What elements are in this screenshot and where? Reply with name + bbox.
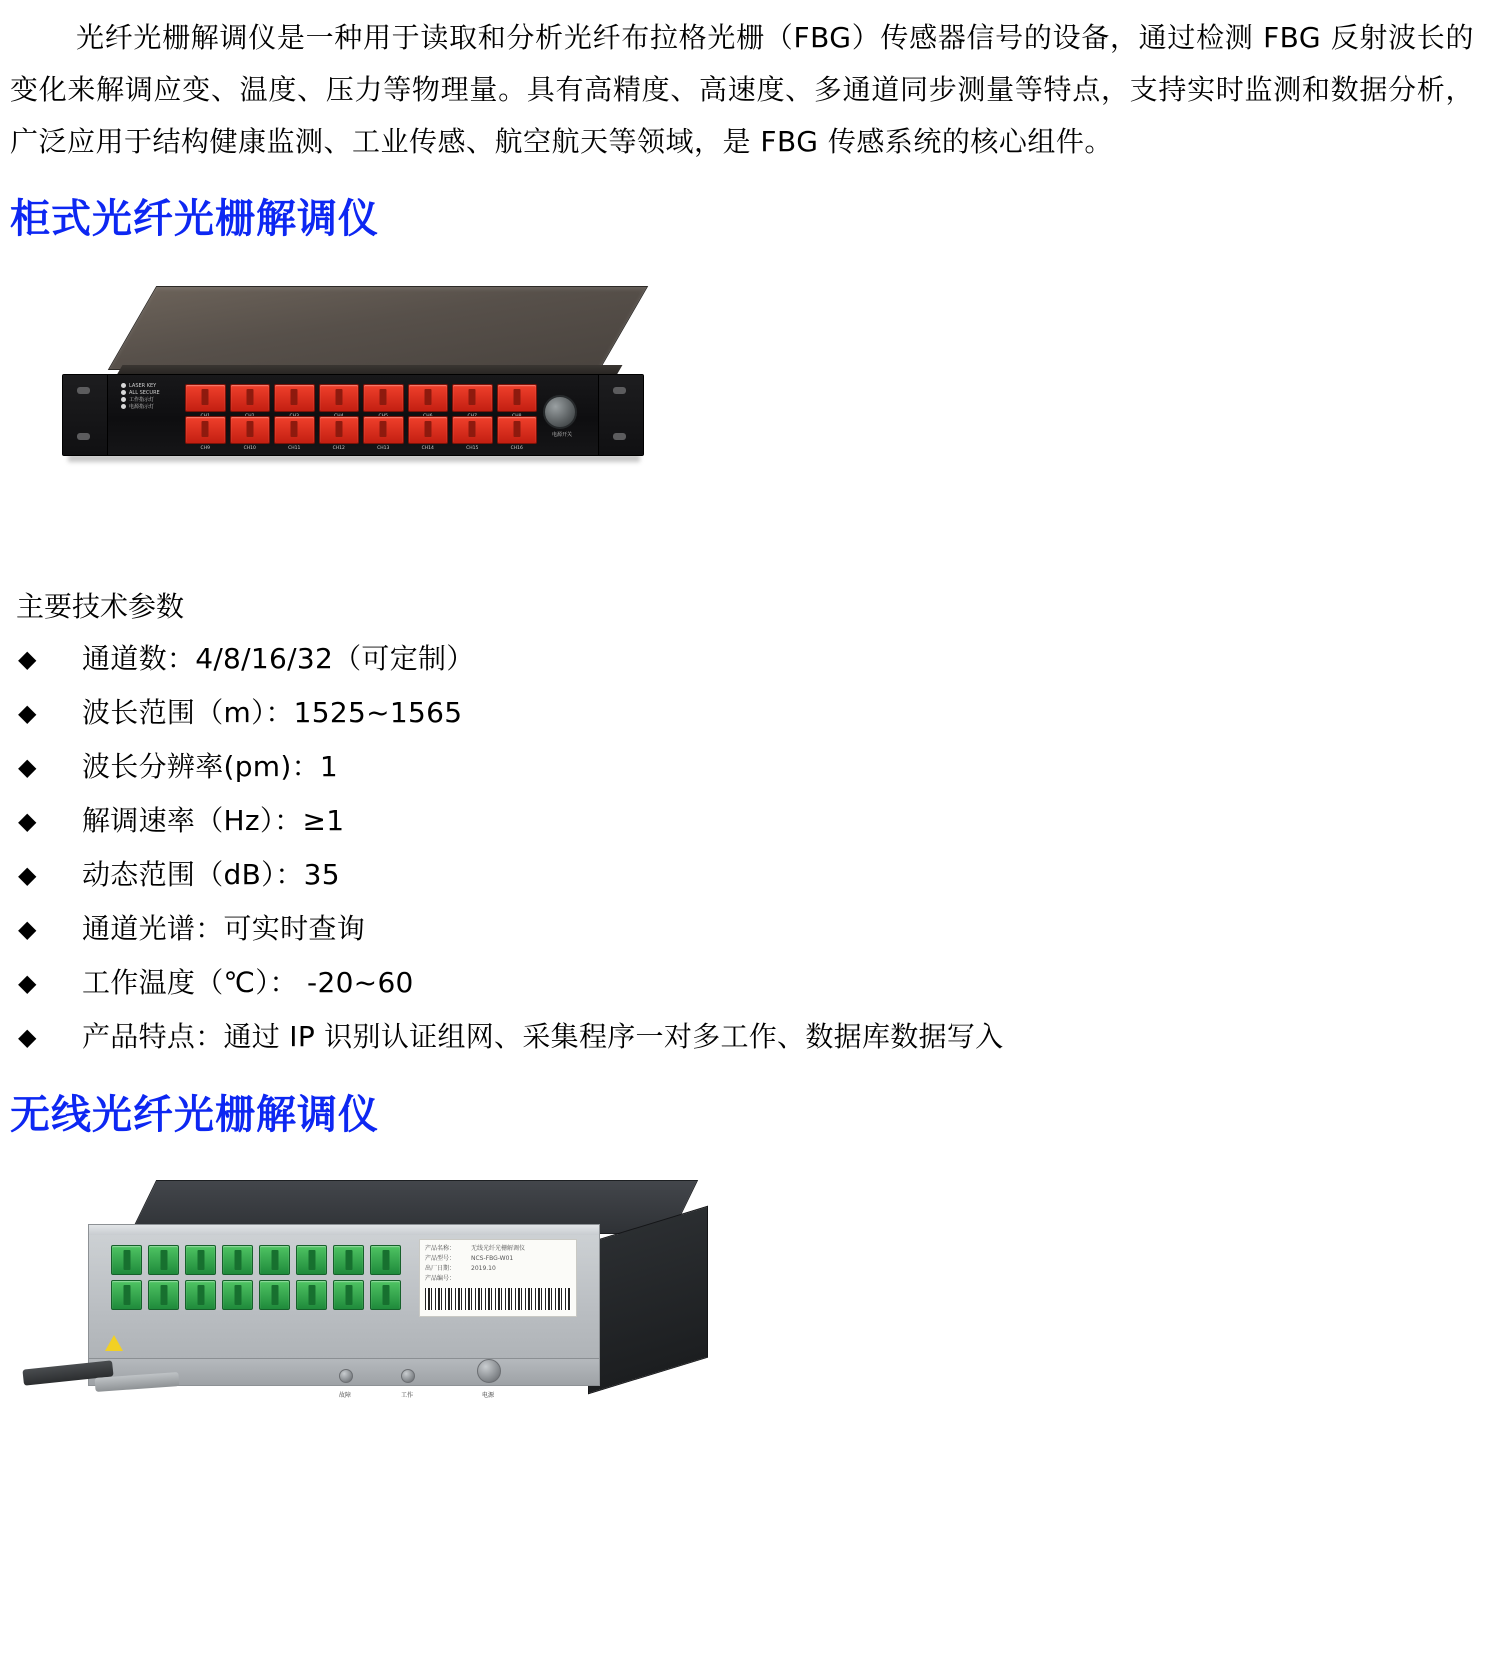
- channel-connector: [319, 416, 360, 451]
- bullet-icon: ◆: [18, 807, 37, 835]
- fiber-connector: [296, 1245, 327, 1275]
- fiber-connector: [259, 1245, 290, 1275]
- fiber-connector: [259, 1280, 290, 1310]
- rack-mount-hole: [77, 433, 90, 440]
- channel-label: CH16: [510, 446, 523, 451]
- list-item: [10, 794, 1482, 848]
- channel-connector-grid: [185, 384, 537, 451]
- param-text: 工作温度（℃）： -20~60: [82, 966, 414, 999]
- fiber-connector-grid: [111, 1245, 401, 1310]
- rack-top-panel: [108, 286, 648, 370]
- fiber-connector: [296, 1280, 327, 1310]
- fiber-connector: [222, 1245, 253, 1275]
- fiber-connector: [333, 1245, 364, 1275]
- sticker-value: 无线光纤光栅解调仪: [471, 1245, 526, 1252]
- sticker-row: [425, 1264, 571, 1274]
- channel-label: CH14: [421, 446, 434, 451]
- bullet-icon: ◆: [18, 753, 37, 781]
- power-switch-label: 电源开关: [551, 432, 572, 438]
- channel-connector: [452, 384, 493, 412]
- led-indicator-block: [121, 383, 177, 447]
- sticker-key: 产品编号：: [425, 1275, 456, 1282]
- status-led-work: [401, 1369, 415, 1383]
- sticker-row: [425, 1244, 571, 1254]
- list-item: [10, 848, 1482, 902]
- channel-connector: [230, 384, 271, 412]
- section-title-cabinet: 柜式光纤光栅解调仪: [10, 196, 379, 242]
- wireless-device-image: [88, 1180, 738, 1410]
- channel-connector: [497, 416, 538, 451]
- fiber-connector: [185, 1245, 216, 1275]
- product-label-sticker: [419, 1239, 577, 1317]
- status-label-fault: 故障: [338, 1392, 351, 1399]
- bullet-icon: ◆: [18, 1023, 37, 1051]
- bullet-icon: ◆: [18, 645, 37, 673]
- rack-ear-left: [63, 375, 108, 455]
- bullet-icon: ◆: [18, 861, 37, 889]
- channel-connector: [408, 384, 449, 412]
- status-label-power: 电源: [481, 1392, 494, 1399]
- warning-triangle-icon: [105, 1335, 123, 1351]
- fiber-connector: [370, 1245, 401, 1275]
- all-secure-led-icon: [121, 390, 126, 395]
- fiber-connector: [333, 1280, 364, 1310]
- channel-label: CH11: [288, 446, 301, 451]
- power-led-icon: [121, 404, 126, 409]
- figure-cabinet-demodulator: [10, 276, 1482, 576]
- figure-wireless-demodulator: [10, 1174, 1482, 1424]
- param-text: 波长范围（m）：1525~1565: [82, 696, 463, 729]
- channel-label: CH13: [377, 446, 390, 451]
- channel-label: CH15: [466, 446, 479, 451]
- rack-device-image: [62, 286, 702, 486]
- rack-front-panel: [62, 374, 644, 456]
- list-item: [10, 956, 1482, 1010]
- status-led-fault: [339, 1369, 353, 1383]
- fiber-connector: [111, 1245, 142, 1275]
- fiber-connector: [111, 1280, 142, 1310]
- param-text: 通道光谱：可实时查询: [82, 912, 366, 945]
- param-text: 产品特点：通过 IP 识别认证组网、采集程序一对多工作、数据库数据写入: [82, 1020, 1004, 1053]
- param-text: 通道数：4/8/16/32（可定制）: [82, 642, 475, 675]
- wireless-bottom-strip: [89, 1358, 599, 1399]
- barcode-icon: [425, 1288, 571, 1310]
- channel-connector: [363, 416, 404, 451]
- channel-connector: [497, 384, 538, 412]
- channel-connector: [230, 416, 271, 451]
- sticker-key: 出厂日期：: [425, 1265, 456, 1272]
- bullet-icon: ◆: [18, 699, 37, 727]
- list-item: [10, 1010, 1482, 1064]
- bullet-icon: ◆: [18, 915, 37, 943]
- channel-label: CH12: [332, 446, 345, 451]
- intro-paragraph: 光纤光栅解调仪是一种用于读取和分析光纤布拉格光栅（FBG）传感器信号的设备，通过检测 FBG 反射波长的变化来解调应变、温度、压力等物理量。具有高精度、高速度、多通道同步测量等特点，支持实时监测和数据分析，广泛应用于结构健康监测、工业传感、航空航天等领域，是 FBG 传感系统的核心组件。: [10, 21, 1474, 158]
- sticker-key: 产品名称：: [425, 1245, 456, 1252]
- sticker-row: [425, 1254, 571, 1264]
- rack-mount-hole: [613, 387, 626, 394]
- channel-label: CH10: [243, 446, 256, 451]
- sticker-value: NCS-FBG-W01: [471, 1255, 514, 1262]
- sticker-row: [425, 1274, 571, 1284]
- work-led-icon: [121, 397, 126, 402]
- params-list: [10, 632, 1482, 1064]
- fiber-connector: [185, 1280, 216, 1310]
- param-text: 波长分辨率(pm)：1: [82, 750, 339, 783]
- document-page: [0, 12, 1500, 1424]
- laser-key-led-icon: [121, 383, 126, 388]
- rack-mount-hole: [613, 433, 626, 440]
- channel-connector: [185, 416, 226, 451]
- params-heading: 主要技术参数: [16, 590, 185, 623]
- fiber-connector: [148, 1280, 179, 1310]
- led-label-power: 电源指示灯: [129, 404, 155, 410]
- channel-connector: [274, 416, 315, 451]
- channel-connector: [408, 416, 449, 451]
- bullet-icon: ◆: [18, 969, 37, 997]
- list-item: [10, 686, 1482, 740]
- channel-connector: [274, 384, 315, 412]
- fiber-connector: [148, 1245, 179, 1275]
- channel-connector: [185, 384, 226, 412]
- led-label-all-secure: ALL SECURE: [129, 390, 160, 396]
- led-label-laser-key: LASER KEY: [129, 383, 157, 389]
- channel-connector: [363, 384, 404, 412]
- list-item: [10, 740, 1482, 794]
- wireless-front-panel: [88, 1224, 600, 1399]
- fiber-connector: [370, 1280, 401, 1310]
- power-switch-button: [543, 395, 577, 429]
- sticker-key: 产品型号：: [425, 1255, 456, 1262]
- channel-connector: [452, 416, 493, 451]
- section-title-wireless: 无线光纤光栅解调仪: [10, 1092, 379, 1138]
- rack-mount-hole: [77, 387, 90, 394]
- rack-ear-right: [598, 375, 643, 455]
- channel-connector: [319, 384, 360, 412]
- param-text: 解调速率（Hz）：≥1: [82, 804, 345, 837]
- param-text: 动态范围（dB）：35: [82, 858, 340, 891]
- led-label-work: 工作指示灯: [129, 397, 155, 403]
- channel-label: CH9: [200, 446, 210, 451]
- list-item: [10, 632, 1482, 686]
- list-item: [10, 902, 1482, 956]
- status-label-work: 工作: [400, 1392, 413, 1399]
- fiber-connector: [222, 1280, 253, 1310]
- front-top-strip: [89, 1225, 599, 1235]
- sticker-value: 2019.10: [471, 1265, 496, 1272]
- power-connector: [477, 1359, 501, 1383]
